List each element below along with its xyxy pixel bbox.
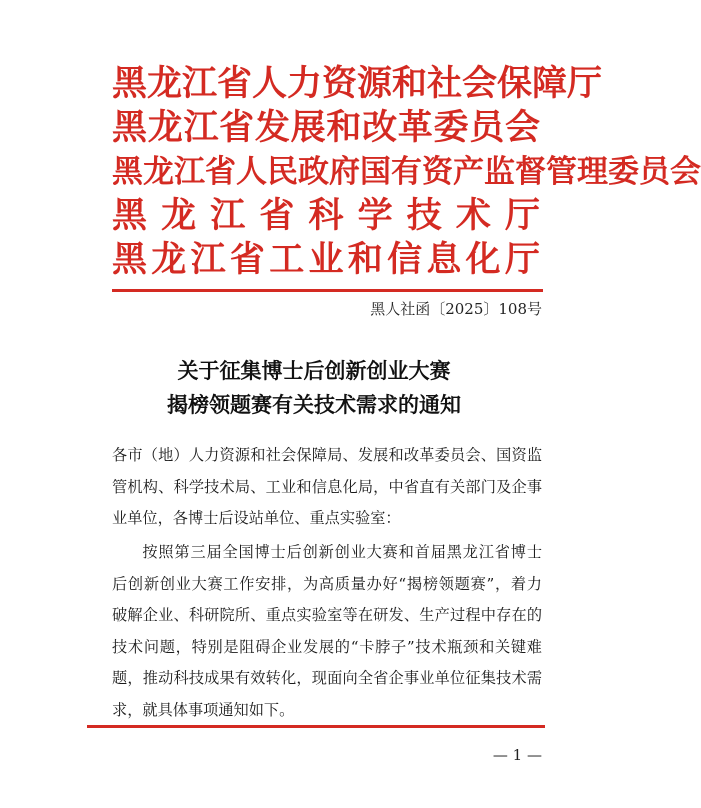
issuing-organizations-header bbox=[112, 62, 701, 282]
body-paragraph bbox=[112, 537, 542, 726]
addressee-line: 管机构、科学技术局、工业和信息化局，中省直有关部门及企事 bbox=[112, 477, 542, 496]
document-title-line-1: 关于征集博士后创新创业大赛 bbox=[177, 358, 451, 383]
paragraph-line: 求，就具体事项通知如下。 bbox=[112, 700, 295, 719]
paragraph-line: 题，推动科技成果有效转化，现面向全省企事业单位征集技术需 bbox=[112, 669, 542, 687]
addressee-line: 各市（地）人力资源和社会保障局、发展和改革委员会、国资监 bbox=[112, 446, 542, 464]
addressee-block bbox=[112, 440, 542, 535]
paragraph-line: 按照第三届全国博士后创新创业大赛和首届黑龙江省博士 bbox=[142, 543, 542, 561]
org-name-4: 黑龙江省科学技术厅 bbox=[112, 195, 540, 236]
document-title-line-2: 揭榜领题赛有关技术需求的通知 bbox=[167, 392, 461, 417]
org-name-2: 黑龙江省发展和改革委员会 bbox=[112, 107, 540, 148]
page-number: — 1 — bbox=[492, 746, 542, 764]
paragraph-line: 后创新创业大赛工作安排，为高质量办好“揭榜领题赛”，着力 bbox=[112, 574, 542, 593]
document-number: 黑人社函〔2025〕108号 bbox=[370, 300, 542, 318]
org-name-1: 黑龙江省人力资源和社会保障厅 bbox=[112, 63, 603, 104]
org-name-5: 黑龙江省工业和信息化厅 bbox=[112, 239, 540, 280]
addressee-line: 业单位，各博士后设站单位、重点实验室： bbox=[112, 509, 401, 527]
header-red-rule bbox=[112, 289, 543, 292]
footer-red-rule bbox=[87, 725, 545, 728]
paragraph-line: 破解企业、科研院所、重点实验室等在研发、生产过程中存在的 bbox=[112, 606, 542, 624]
paragraph-line: 技术问题，特别是阻碍企业发展的“卡脖子”技术瓶颈和关键难 bbox=[112, 637, 542, 656]
org-name-3: 黑龙江省人民政府国有资产监督管理委员会 bbox=[112, 154, 701, 190]
